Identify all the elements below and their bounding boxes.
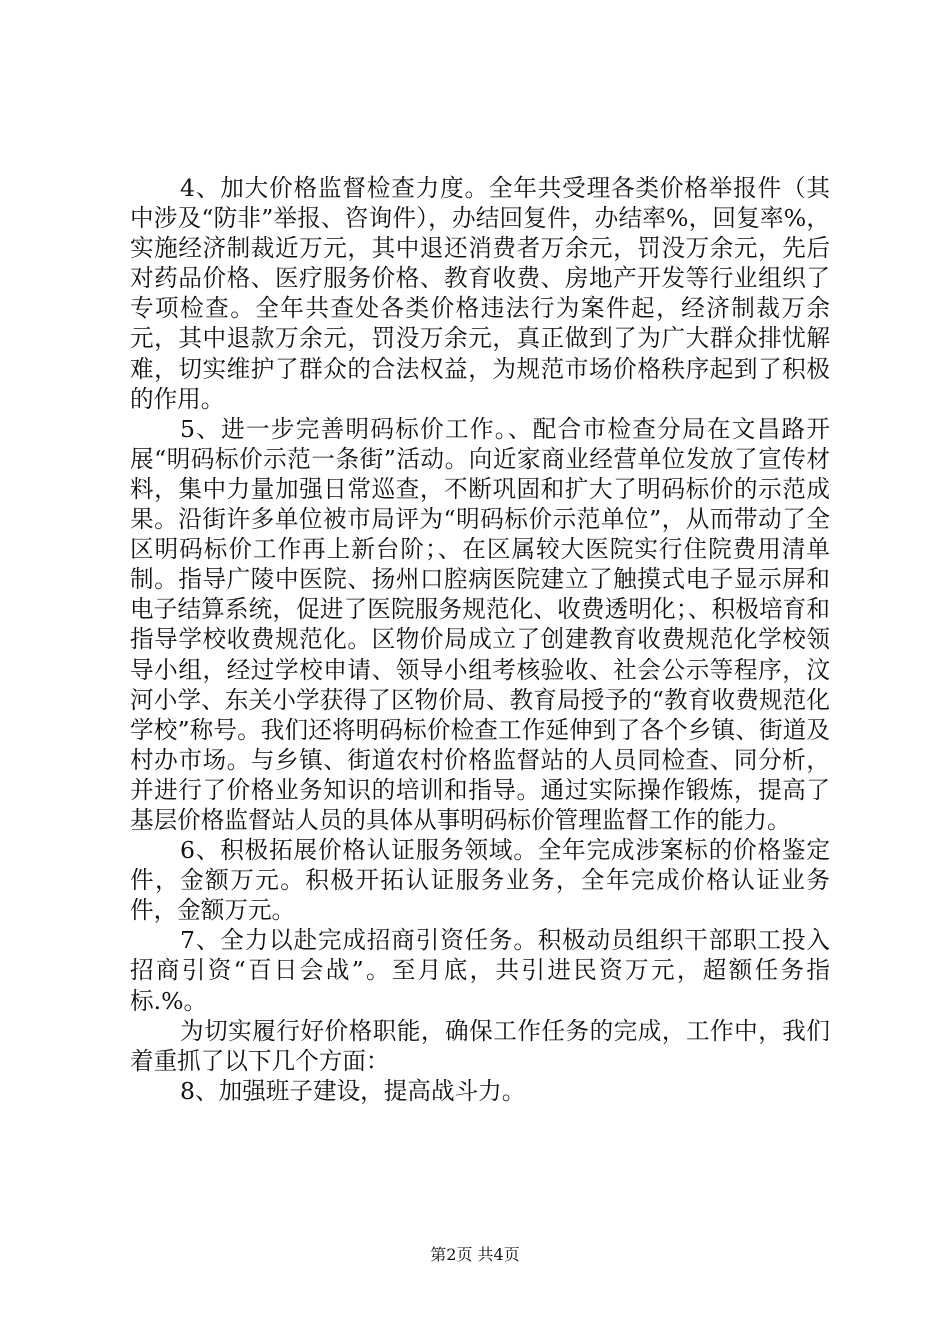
paragraph-price-marking: 5、进一步完善明码标价工作。、配合市检查分局在文昌路开展“明码标价示范一条街”活动。向近家商业经营单位发放了宣传材料，集中力量加强日常巡查，不断巩固和扩大了明码标价的示范成果。沿街许多单位被市局评为“明码标价示范单位”，从而带动了全区明码标价工作再上新台阶；、在区属较大医院实行住院费用清单制。指导广陵中医院、扬州口腔病医院建立了触摸式电子显示屏和电子结算系统，促进了医院服务规范化、收费透明化；、积极培育和指导学校收费规范化。区物价局成立了创建教育收费规范化学校领导小组，经过学校申请、领导小组考核验收、社会公示等程序，汶河小学、东关小学获得了区物价局、教育局授予的“教育收费规范化学校”称号。我们还将明码标价检查工作延伸到了各个乡镇、街道及村办市场。与乡镇、街道农村价格监督站的人员同检查、同分析，并进行了价格业务知识的培训和指导。通过实际操作锻炼，提高了基层价格监督站人员的具体从事明码标价管理监督工作的能力。 — [130, 414, 830, 834]
paragraph-price-inspection: 4、加大价格监督检查力度。全年共受理各类价格举报件（其中涉及“防非”举报、咨询件），办结回复件，办结率%，回复率%，实施经济制裁近万元，其中退还消费者万余元，罚没万余元，先后对药品价格、医疗服务价格、教育收费、房地产开发等行业组织了专项检查。全年共查处各类价格违法行为案件起，经济制裁万余元，其中退款万余元，罚没万余元，真正做到了为广大群众排忧解难，切实维护了群众的合法权益，为规范市场价格秩序起到了积极的作用。 — [130, 174, 830, 413]
page-footer: 第2页 共4页 — [430, 1245, 520, 1264]
paragraph-investment: 7、全力以赴完成招商引资任务。积极动员组织干部职工投入招商引资“百日会战”。至月底，共引进民资万元，超额任务指标.%。 — [130, 926, 830, 1015]
paragraph-team-building: 8、加强班子建设，提高战斗力。 — [180, 1076, 526, 1105]
paragraph-price-certification: 6、积极拓展价格认证服务领域。全年完成涉案标的价格鉴定件，金额万元。积极开拓认证服务业务，全年完成价格认证业务件，金额万元。 — [130, 836, 830, 925]
paragraph-intro-aspects: 为切实履行好价格职能，确保工作任务的完成，工作中，我们着重抓了以下几个方面： — [130, 1016, 830, 1075]
document-body — [130, 173, 830, 1106]
